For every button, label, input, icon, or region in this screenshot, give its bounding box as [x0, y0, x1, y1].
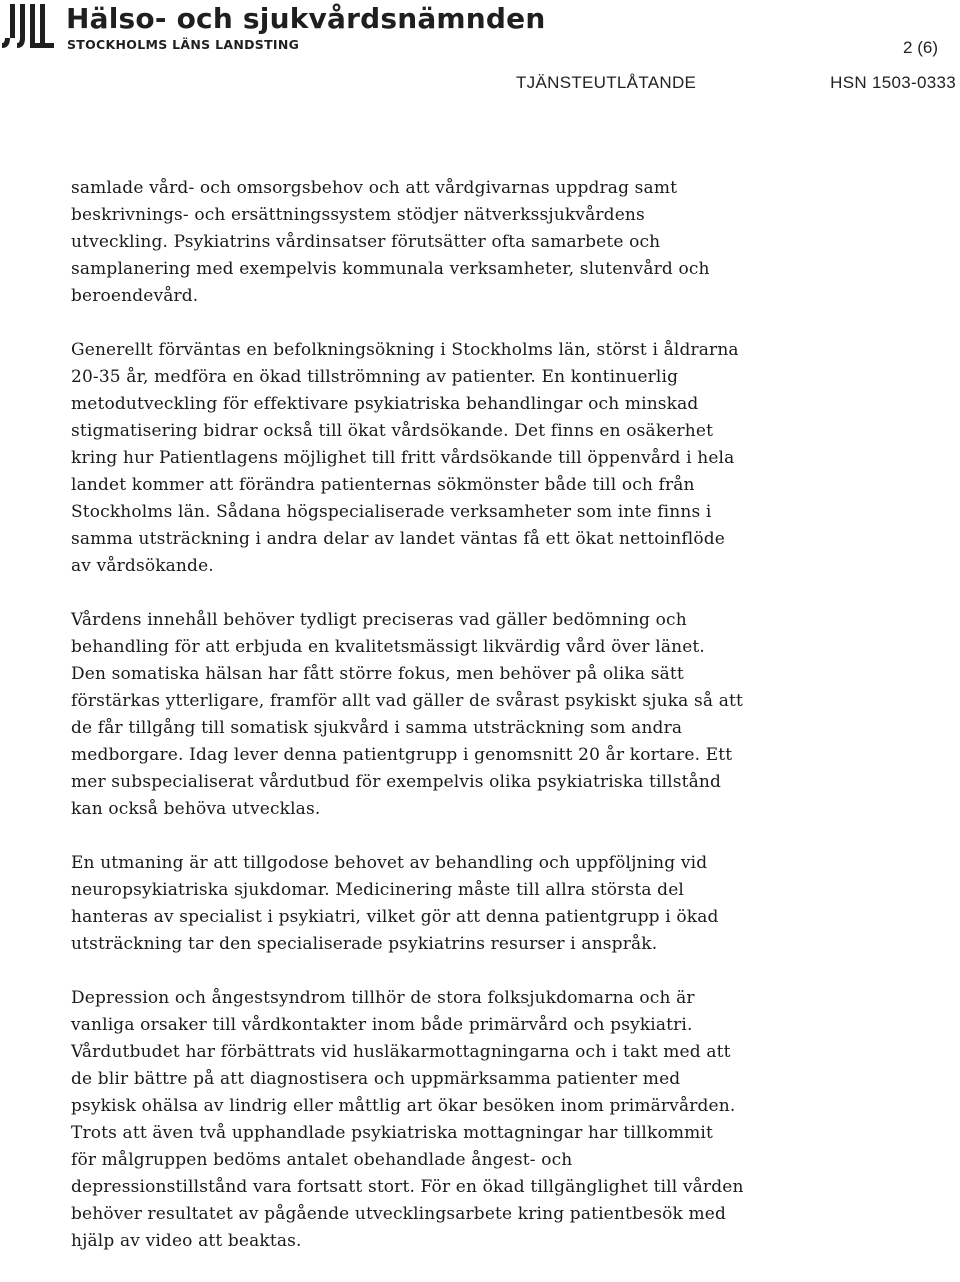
text-line: hjälp av video att beaktas. [71, 1231, 302, 1251]
organization-subtitle: STOCKHOLMS LÄNS LANDSTING [67, 37, 300, 52]
text-line: av vårdsökande. [71, 556, 214, 576]
text-line: behandling för att erbjuda en kvalitetsmässigt likvärdig vård över länet. [71, 637, 705, 657]
document-type: TJÄNSTEUTLÅTANDE [516, 73, 697, 92]
text-line: depressionstillstånd vara fortsatt stort. För en ökad tillgänglighet till vården [71, 1177, 744, 1197]
text-line: Den somatiska hälsan har fått större fokus, men behöver på olika sätt [71, 664, 684, 684]
text-line: kring hur Patientlagens möjlighet till fritt vårdsökande till öppenvård i hela [71, 448, 735, 468]
text-line: landet kommer att förändra patienternas sökmönster både till och från [71, 475, 695, 495]
paragraph [71, 850, 811, 958]
text-line: hanteras av specialist i psykiatri, vilket gör att denna patientgrupp i ökad [71, 907, 719, 927]
text-line: de blir bättre på att diagnostisera och uppmärksamma patienter med [71, 1069, 681, 1089]
paragraph [71, 175, 811, 310]
text-line: metodutveckling för effektivare psykiatriska behandlingar och minskad [71, 394, 699, 414]
document-body [71, 175, 811, 1282]
paragraph [71, 337, 811, 580]
text-line: Trots att även två upphandlade psykiatriska mottagningar har tillkommit [71, 1123, 713, 1143]
text-line: Depression och ångestsyndrom tillhör de stora folksjukdomarna och är [71, 988, 695, 1008]
text-line: 20-35 år, medföra en ökad tillströmning av patienter. En kontinuerlig [71, 367, 679, 387]
text-line: medborgare. Idag lever denna patientgrupp i genomsnitt 20 år kortare. Ett [71, 745, 733, 765]
text-line: de får tillgång till somatisk sjukvård i samma utsträckning som andra [71, 718, 683, 738]
paragraph [71, 985, 811, 1255]
text-line: vanliga orsaker till vårdkontakter inom både primärvård och psykiatri. [71, 1015, 693, 1035]
text-line: samlade vård- och omsorgsbehov och att vårdgivarnas uppdrag samt [71, 178, 678, 198]
document-header [0, 0, 960, 110]
paragraph [71, 607, 811, 823]
text-line: Vårdutbudet har förbättrats vid husläkarmottagningarna och i takt med att [71, 1042, 731, 1062]
text-line: mer subspecialiserat vårdutbud för exempelvis olika psykiatriska tillstånd [71, 772, 722, 792]
stockholms-lans-landsting-logo-icon [2, 4, 58, 50]
text-line: beskrivnings- och ersättningssystem stödjer nätverkssjukvårdens [71, 205, 645, 225]
text-line: kan också behöva utvecklas. [71, 799, 321, 819]
text-line: neuropsykiatriska sjukdomar. Medicinering måste till allra största del [71, 880, 684, 900]
organization-name: Hälso- och sjukvårdsnämnden [66, 2, 546, 35]
text-line: förstärkas ytterligare, framför allt vad gäller de svårast psykiskt sjuka så att [71, 691, 743, 711]
text-line: Stockholms län. Sådana högspecialiserade verksamheter som inte finns i [71, 502, 712, 522]
document-reference: HSN 1503-0333 [830, 73, 956, 92]
text-line: psykisk ohälsa av lindrig eller måttlig art ökar besöken inom primärvården. [71, 1096, 736, 1116]
text-line: utveckling. Psykiatrins vårdinsatser förutsätter ofta samarbete och [71, 232, 661, 252]
text-line: Generellt förväntas en befolkningsökning i Stockholms län, störst i åldrarna [71, 340, 739, 360]
text-line: behöver resultatet av pågående utvecklingsarbete kring patientbesök med [71, 1204, 726, 1224]
text-line: En utmaning är att tillgodose behovet av behandling och uppföljning vid [71, 853, 708, 873]
text-line: samplanering med exempelvis kommunala verksamheter, slutenvård och [71, 259, 710, 279]
page-number: 2 (6) [903, 38, 938, 57]
text-line: beroendevård. [71, 286, 199, 306]
text-line: utsträckning tar den specialiserade psykiatrins resurser i anspråk. [71, 934, 658, 954]
text-line: Vårdens innehåll behöver tydligt preciseras vad gäller bedömning och [71, 610, 687, 630]
text-line: samma utsträckning i andra delar av landet väntas få ett ökat nettoinflöde [71, 529, 725, 549]
text-line: för målgruppen bedöms antalet obehandlade ångest- och [71, 1150, 573, 1170]
text-line: stigmatisering bidrar också till ökat vårdsökande. Det finns en osäkerhet [71, 421, 714, 441]
